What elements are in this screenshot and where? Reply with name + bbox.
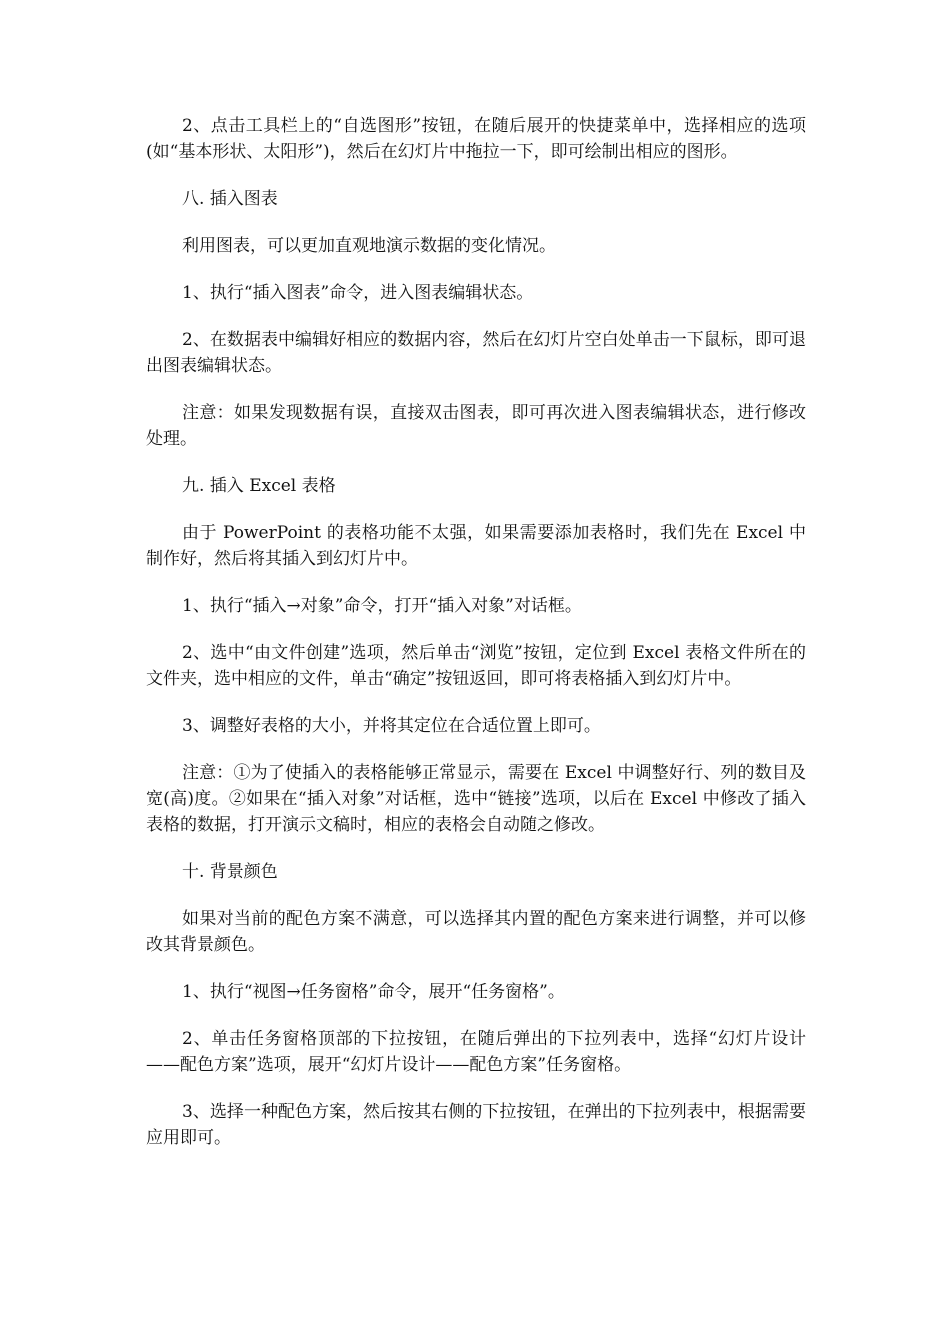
paragraph-excel-step-1: 1、执行“插入→对象”命令，打开“插入对象”对话框。: [182, 596, 582, 616]
paragraph-chart-step-1: 1、执行“插入图表”命令，进入图表编辑状态。: [182, 283, 534, 303]
section-heading-insert-chart: 八. 插入图表: [182, 189, 278, 209]
paragraph-excel-step-3: 3、调整好表格的大小，并将其定位在合适位置上即可。: [182, 716, 601, 736]
paragraph-excel-intro: 由于 PowerPoint 的表格功能不太强，如果需要添加表格时，我们先在 Excel 中制作好，然后将其插入到幻灯片中。: [146, 523, 806, 569]
section-heading-background-color: 十. 背景颜色: [182, 862, 278, 882]
paragraph-background-intro: 如果对当前的配色方案不满意，可以选择其内置的配色方案来进行调整，并可以修改其背景颜色。: [146, 909, 806, 955]
paragraph-excel-note: 注意：①为了使插入的表格能够正常显示，需要在 Excel 中调整好行、列的数目及宽(高)度。②如果在“插入对象”对话框，选中“链接”选项，以后在 Excel 中修改了插入表格的数据，打开演示文稿时，相应的表格会自动随之修改。: [146, 763, 806, 835]
paragraph-background-step-2: 2、单击任务窗格顶部的下拉按钮，在随后弹出的下拉列表中，选择“幻灯片设计——配色方案”选项，展开“幻灯片设计——配色方案”任务窗格。: [146, 1029, 806, 1075]
paragraph-chart-note: 注意：如果发现数据有误，直接双击图表，即可再次进入图表编辑状态，进行修改处理。: [146, 403, 806, 449]
paragraph-background-step-1: 1、执行“视图→任务窗格”命令，展开“任务窗格”。: [182, 982, 565, 1002]
section-heading-insert-excel: 九. 插入 Excel 表格: [182, 476, 336, 496]
paragraph-autoshape-step-2: 2、点击工具栏上的“自选图形”按钮，在随后展开的快捷菜单中，选择相应的选项(如“基本形状、太阳形”)，然后在幻灯片中拖拉一下，即可绘制出相应的图形。: [146, 116, 806, 162]
paragraph-chart-step-2: 2、在数据表中编辑好相应的数据内容，然后在幻灯片空白处单击一下鼠标，即可退出图表编辑状态。: [146, 330, 806, 376]
paragraph-excel-step-2: 2、选中“由文件创建”选项，然后单击“浏览”按钮，定位到 Excel 表格文件所在的文件夹，选中相应的文件，单击“确定”按钮返回，即可将表格插入到幻灯片中。: [146, 643, 806, 689]
paragraph-chart-intro: 利用图表，可以更加直观地演示数据的变化情况。: [182, 236, 556, 256]
paragraph-background-step-3: 3、选择一种配色方案，然后按其右侧的下拉按钮，在弹出的下拉列表中，根据需要应用即可。: [146, 1102, 806, 1148]
document-body: [146, 113, 806, 1172]
